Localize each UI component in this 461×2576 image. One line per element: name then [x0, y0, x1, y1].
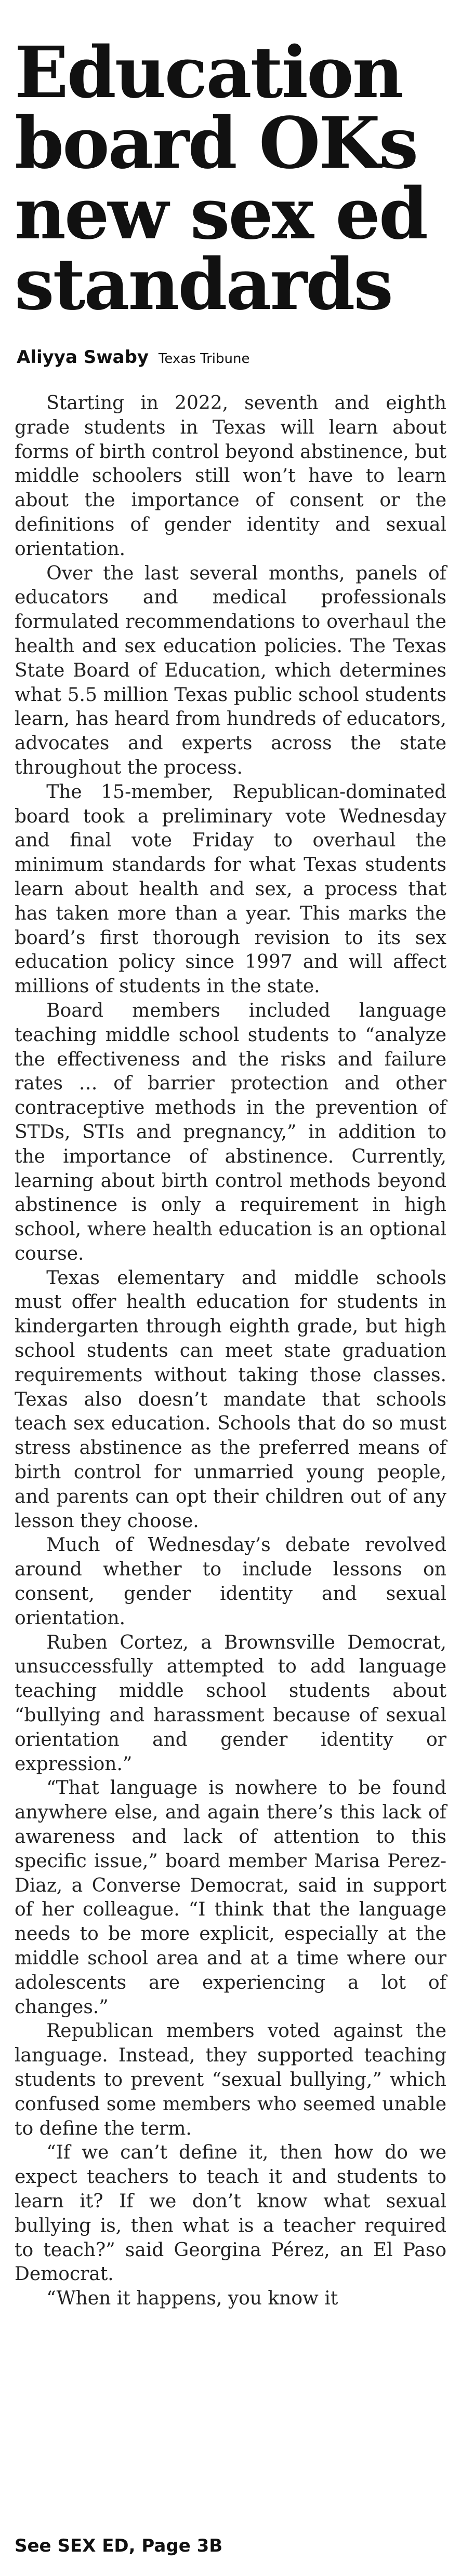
headline: Education board OKs new sex ed standards — [15, 31, 427, 326]
body-paragraph: Texas elementary and middle schools must offer health education for students in kindergarten through eighth grade, but high school students can meet state graduation requirements without taking those classes. Texas also doesn’t mandate that schools teach sex education. Schools that do so must stress abstinence as the preferred means of birth control for unmarried young people, and parents can opt their children out of any lesson they choose. — [15, 1267, 446, 1532]
body-paragraph: The 15-member, Republican-dominated board took a preliminary vote Wednesday and final vote Friday to overhaul the minimum standards for what Texas students learn about health and sex, a process that has taken more than a year. This marks the board’s first thorough revision to its sex education policy since 1997 and will affect millions of students in the state. — [15, 781, 446, 997]
body-paragraph: Over the last several months, panels of educators and medical professionals formulated recommendations to overhaul the health and sex education policies. The Texas State Board of Education, which determines what 5.5 million Texas public school students learn, has heard from hundreds of educators, advocates and experts across the state throughout the process. — [15, 562, 446, 778]
body-paragraph: “That language is nowhere to be found anywhere else, and again there’s this lack of awareness and lack of attention to this specific issue,” board member Marisa Perez-Diaz, a Converse Democrat, said in support of her colleague. “I think that the language needs to be more explicit, especially at the middle school area and at a time where our adolescents are experiencing a lot of changes.” — [15, 1777, 446, 2018]
byline-organization: Texas Tribune — [158, 351, 250, 367]
body-paragraph: Republican members voted against the language. Instead, they supported teaching students to prevent “sexual bullying,” which confused some members who seemed unable to define the term. — [15, 2020, 446, 2139]
body-paragraph: Starting in 2022, seventh and eighth grade students in Texas will learn about forms of birth control beyond abstinence, but middle schoolers still won’t have to learn about the importance of consent or the definitions of gender identity and sexual orientation. — [15, 393, 446, 560]
body-paragraph: Board members included language teaching middle school students to “analyze the effectiveness and the risks and failure rates … of barrier protection and other contraceptive methods in the prevention of STDs, STIs and pregnancy,” in addition to the importance of abstinence. Currently, learning about birth control methods beyond abstinence is only a requirement in high school, where health education is an optional course. — [15, 1000, 446, 1264]
body-paragraph: “If we can’t define it, then how do we expect teachers to teach it and students to learn it? If we don’t know what sexual bullying is, then what is a teacher required to teach?” said Georgina Pérez, an El Paso Democrat. — [15, 2142, 446, 2285]
body-paragraph: “When it happens, you know it — [46, 2288, 338, 2310]
body-paragraph: Ruben Cortez, a Brownsville Democrat, unsuccessfully attempted to add language teaching middle school students about “bullying and harassment because of sexual orientation and gender identity or expression.” — [15, 1631, 446, 1775]
body-paragraph: Much of Wednesday’s debate revolved around whether to include lessons on consent, gender identity and sexual orientation. — [15, 1534, 446, 1629]
continued-jump-line: See SEX ED, Page 3B — [15, 2535, 223, 2556]
byline-author: Aliyya Swaby — [17, 347, 149, 368]
article-body — [15, 392, 446, 2311]
byline — [17, 347, 446, 368]
